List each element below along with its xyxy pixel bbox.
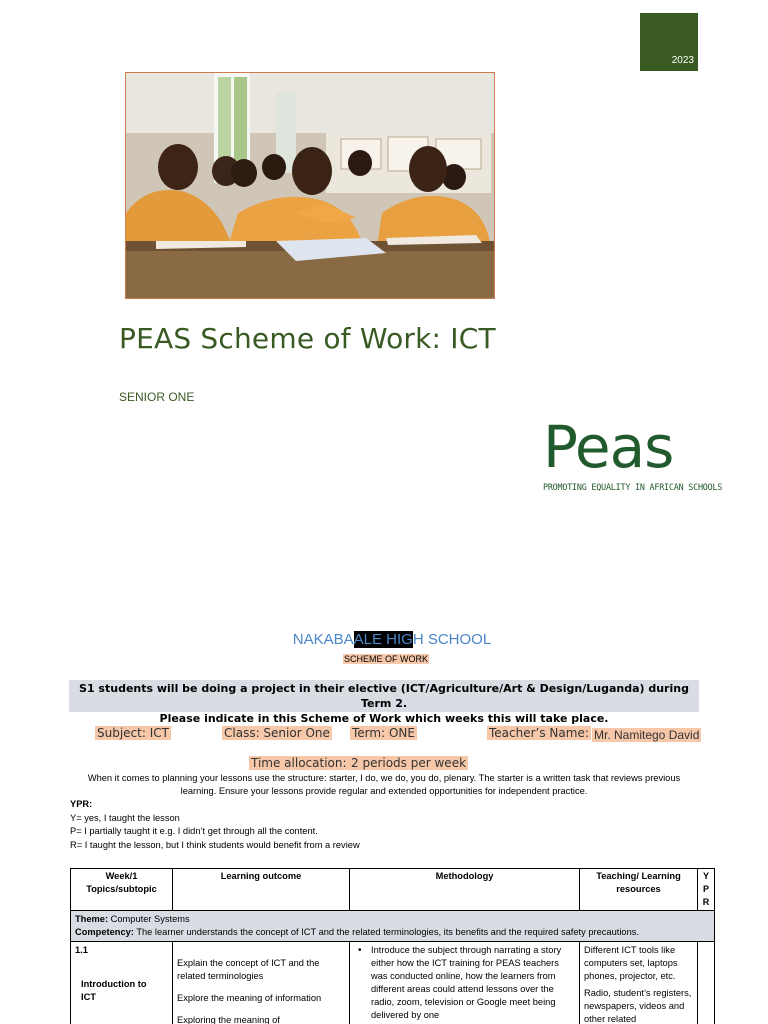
table-row (71, 942, 715, 1024)
outcome-cell (173, 942, 350, 1024)
time-allocation-value: 2 periods per week (351, 756, 467, 770)
term-field: Term: ONE (352, 726, 415, 740)
col-ypr-header: Y P R (698, 869, 715, 911)
classroom-photo-icon (126, 73, 495, 299)
competency-label: Competency: (75, 927, 134, 937)
ypr-heading: YPR: (70, 799, 93, 809)
school-name-part1: NAKABA (292, 631, 354, 648)
methodology-item: • Introduce the subject through narrating a story either how the ICT training for PEAS teachers was conducted online, how the learners from different areas could attend lessons over the radio, zoom, television or Google meet being delivered by one (354, 944, 575, 1022)
elective-notice (69, 680, 699, 725)
outcome-item: Explain the concept of ICT and the related terminologies (177, 958, 320, 981)
year-text: 2023 (671, 55, 694, 66)
theme-cell (71, 911, 715, 942)
scheme-of-work-tag: SCHEME OF WORK (344, 654, 429, 664)
ypr-yes: Y= yes, I taught the lesson (70, 812, 180, 823)
planning-instructions: When it comes to planning your lessons use the structure: starter, I do, we do, you do, plenary. The starter is a written task that reviews previous learning. Ensure your lessons provide regular and extended opportunities for independent practice. (87, 773, 681, 796)
school-name-part3: H SCHOOL (412, 631, 492, 648)
col-week-header: Week/1 Topics/subtopic (71, 869, 173, 911)
theme-label: Theme: (75, 914, 109, 924)
resources-cell (580, 942, 698, 1024)
methodology-cell (350, 942, 580, 1024)
topic-line2: ICT (81, 992, 96, 1002)
page-title: PEAS Scheme of Work: ICT (119, 322, 496, 355)
topic-line1: Introduction to (81, 979, 147, 989)
school-name (0, 631, 768, 648)
outcome-item: Exploring the meaning of (177, 1015, 280, 1024)
teacher-name: Mr. Namitego David (594, 728, 700, 742)
time-allocation-label: Time allocation: (251, 756, 347, 770)
school-name-highlight: ALE HIG (353, 631, 413, 648)
week-cell (71, 942, 173, 1024)
ypr-legend (70, 798, 360, 853)
outcome-item: Explore the meaning of information (177, 993, 322, 1003)
competency-value: The learner understands the concept of ICT and the related terminologies, its benefits and the required safety precautions. (133, 927, 639, 937)
notice-line2: Please indicate in this Scheme of Work which weeks this will take place. (159, 712, 609, 725)
classroom-photo (125, 72, 495, 299)
logo-wordmark: Peas (543, 413, 674, 481)
class-field: Class: Senior One (224, 726, 330, 740)
peas-logo (543, 413, 723, 492)
page-subtitle: SENIOR ONE (119, 390, 195, 404)
table-header-row (71, 869, 715, 911)
week-number: 1.1 (75, 945, 88, 955)
ypr-cell[interactable] (698, 942, 715, 1024)
col-resources-header: Teaching/ Learning resources (580, 869, 698, 911)
notice-line1: S1 students will be doing a project in their elective (ICT/Agriculture/Art & Design/Luganda) during Term 2. (79, 682, 689, 710)
resource-item: Radio, student’s registers, newspapers, videos and other related (584, 988, 692, 1024)
logo-tagline: PROMOTING EQUALITY IN AFRICAN SCHOOLS (543, 482, 723, 492)
ypr-partial: P= I partially taught it e.g. I didn’t get through all the content. (70, 826, 318, 837)
theme-row (71, 911, 715, 942)
year-badge (640, 13, 698, 71)
resource-item: Different ICT tools like computers set, laptops phones, projector, etc. (584, 945, 678, 981)
teacher-label: Teacher’s Name: (489, 726, 589, 740)
col-outcome-header: Learning outcome (173, 869, 350, 911)
col-methodology-header: Methodology (350, 869, 580, 911)
scheme-of-work-table (70, 868, 715, 1024)
ypr-review: R= I taught the lesson, but I think students would benefit from a review (70, 840, 360, 851)
subject-field: Subject: ICT (97, 726, 169, 740)
theme-value: Computer Systems (108, 914, 190, 924)
